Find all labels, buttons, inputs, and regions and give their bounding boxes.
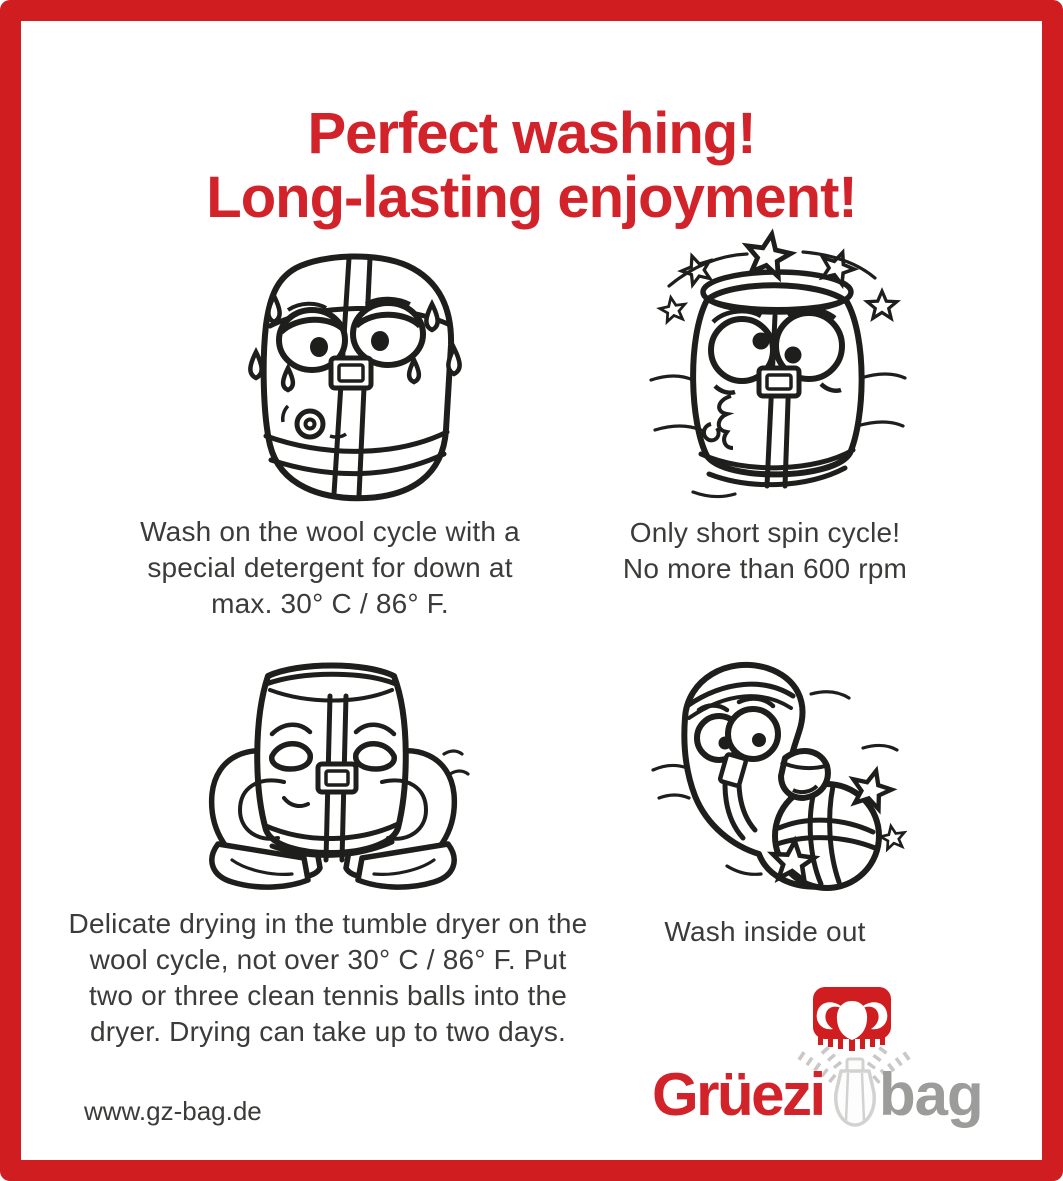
- sleeping-bag-in-towel-illustration: [188, 638, 478, 893]
- caption-line: dryer. Drying can take up to two days.: [89, 1016, 567, 1047]
- sweaty-sleeping-bag-illustration: [218, 240, 478, 510]
- caption-wash-wool-cycle: [95, 514, 565, 622]
- page-title: [0, 102, 1063, 230]
- caption-line: wool cycle, not over 30° C / 86° F. Put: [89, 944, 567, 975]
- caption-line: Delicate drying in the tumble dryer on the: [68, 908, 588, 939]
- open-smile: [781, 751, 828, 798]
- website-url: www.gz-bag.de: [84, 1096, 262, 1126]
- caption-line: max. 30° C / 86° F.: [211, 588, 449, 619]
- tongue-squiggle: [704, 396, 733, 448]
- zipper-pull-icon: [836, 1059, 874, 1125]
- page-title-line2: Long-lasting enjoyment!: [206, 164, 857, 230]
- caption-line: two or three clean tennis balls into the: [88, 980, 568, 1011]
- caption-line: Wash on the wool cycle with a: [140, 516, 520, 547]
- caption-wash-inside-out: [562, 914, 968, 950]
- caption-line: No more than 600 rpm: [622, 553, 908, 584]
- logo-word-bag: bag: [879, 1061, 983, 1128]
- caption-line: special detergent for down at: [147, 552, 513, 583]
- page-title-line1: Perfect washing!: [307, 101, 756, 166]
- dizzy-sleeping-bag-illustration: [635, 228, 920, 513]
- caption-delicate-drying: [45, 906, 611, 1050]
- logo-word-gruezi: Grüezi: [652, 1061, 824, 1128]
- caption-line: Only short spin cycle!: [629, 517, 901, 548]
- caption-short-spin-cycle: [562, 515, 968, 587]
- gruezibag-logo: [648, 975, 1023, 1155]
- caption-line: Wash inside out: [664, 916, 866, 947]
- inside-out-sleeping-bag-illustration: [635, 640, 925, 895]
